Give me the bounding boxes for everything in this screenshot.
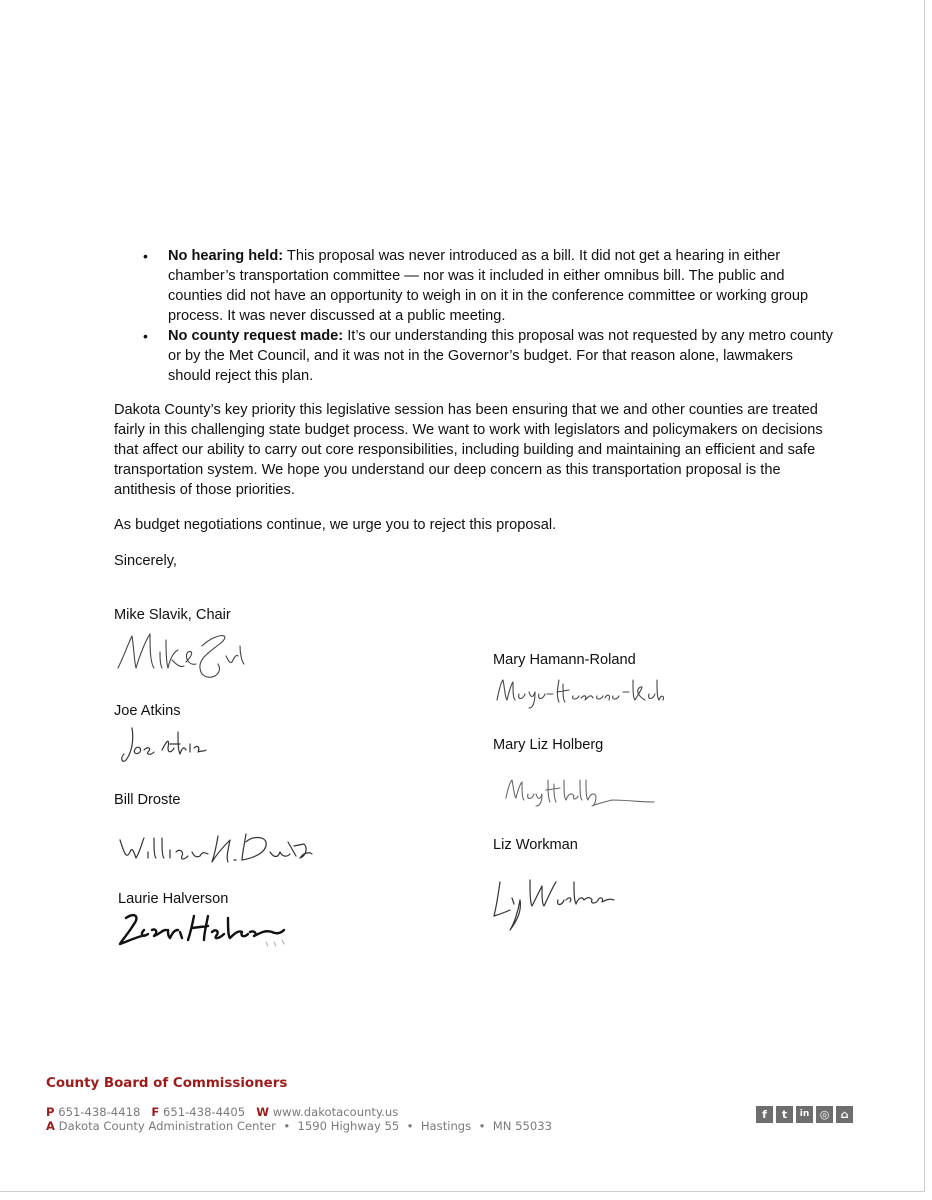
signature-image bbox=[114, 626, 249, 684]
signature-image bbox=[490, 872, 618, 934]
bullet-heading: No county request made: bbox=[168, 328, 344, 344]
web-link[interactable]: www.dakotacounty.us bbox=[272, 1105, 399, 1119]
fax-number: 651-438-4405 bbox=[163, 1105, 246, 1119]
fax-key: F bbox=[151, 1105, 160, 1119]
twitter-icon[interactable]: t bbox=[776, 1106, 793, 1123]
bullet-item bbox=[114, 326, 834, 386]
bullet-text: This proposal was never introduced as a bill. It did not get a hearing in either chamber’s transportation committee — nor was it included in either omnibus bill. The public and counties did not have an opportunity to weigh in on it in the conference committee or working group process. It was never discussed at a public meeting. bbox=[168, 248, 809, 324]
home-icon[interactable]: ⌂ bbox=[836, 1106, 853, 1123]
bullet-list bbox=[114, 246, 834, 386]
instagram-icon[interactable]: ◎ bbox=[816, 1106, 833, 1123]
body-paragraph: As budget negotiations continue, we urge you to reject this proposal. bbox=[114, 517, 557, 533]
facebook-icon[interactable]: f bbox=[756, 1106, 773, 1123]
signatory-name: Mike Slavik, Chair bbox=[114, 607, 231, 623]
signatory-name: Mary Liz Holberg bbox=[493, 737, 604, 753]
bullet-icon: • bbox=[143, 328, 148, 344]
bullet-item bbox=[114, 246, 834, 326]
signature-image bbox=[116, 908, 286, 952]
signatory-name: Mary Hamann-Roland bbox=[493, 652, 636, 668]
bullet-icon: • bbox=[143, 248, 148, 264]
address-key: A bbox=[46, 1119, 55, 1133]
signature-image bbox=[118, 822, 314, 868]
body-paragraph: Dakota County’s key priority this legislative session has been ensuring that we and other counties are treated fairly in this challenging state budget process. We want to work with legislators and policymakers on decisions that affect our ability to carry out core responsibilities, including building and maintaining an efficient and safe transportation system. We hope you understand our deep concern as this transportation proposal is the antithesis of those priorities. bbox=[114, 402, 823, 498]
footer-address-line bbox=[46, 1119, 552, 1133]
bullet-text: It’s our understanding this proposal was not requested by any metro county or by the Met Council, and it was not in the Governor’s budget. For that reason alone, lawmakers should reject this plan. bbox=[168, 328, 833, 384]
signature-image bbox=[493, 670, 668, 712]
social-links bbox=[756, 1106, 853, 1123]
signatory-name: Joe Atkins bbox=[114, 703, 181, 719]
footer-contact-line bbox=[46, 1105, 398, 1119]
signature-image bbox=[118, 722, 208, 766]
signature-image bbox=[500, 770, 660, 812]
web-key: W bbox=[256, 1105, 269, 1119]
signatory-name: Laurie Halverson bbox=[118, 891, 229, 907]
bullet-heading: No hearing held: bbox=[168, 248, 284, 264]
footer-title: County Board of Commissioners bbox=[46, 1076, 288, 1091]
closing-salutation: Sincerely, bbox=[114, 553, 177, 569]
phone-key: P bbox=[46, 1105, 55, 1119]
address-text: Dakota County Administration Center • 1590 Highway 55 • Hastings • MN 55033 bbox=[58, 1119, 553, 1133]
signatory-name: Liz Workman bbox=[493, 837, 578, 853]
phone-number: 651-438-4418 bbox=[58, 1105, 141, 1119]
linkedin-icon[interactable]: in bbox=[796, 1106, 813, 1123]
signatory-name: Bill Droste bbox=[114, 792, 181, 808]
